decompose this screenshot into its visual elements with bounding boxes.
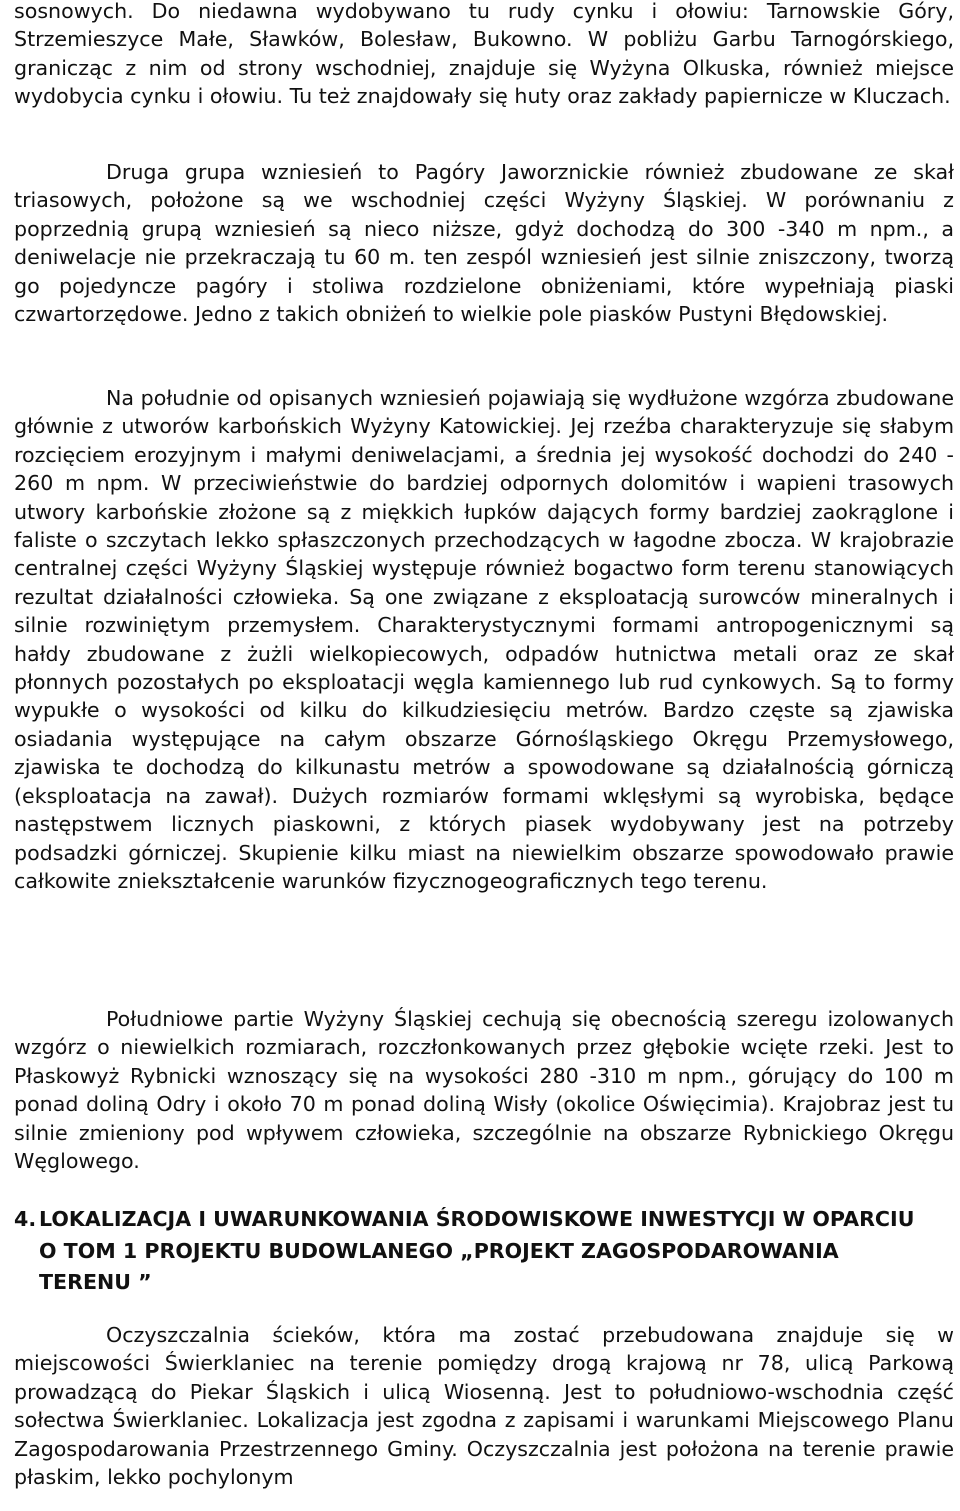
section-title: LOKALIZACJA I UWARUNKOWANIA ŚRODOWISKOWE INWESTYCJI W OPARCIU O TOM 1 PROJEKTU BUDOWLANEGO „PROJEKT ZAGOSPODAROWANIA TERENU ” [39, 1207, 915, 1294]
paragraph-plaskowyz-rybnicki: Południowe partie Wyżyny Śląskiej cechują się obecnością szeregu izolowanych wzgórz o niewielkich rozmiarach, rozczłonkowanych przez głębokie wcięte rzeki. Jest to Płaskowyż Rybnicki wznoszący się na wysokości 280 -310 m npm., górujący do 100 m ponad doliną Odry i około 70 m ponad doliną Wisły (okolice Oświęcimia). Krajobraz jest tu silnie zmieniony pod wpływem człowieka, szczególnie na obszarze Rybnickiego Okręgu Węglowego. [14, 1007, 954, 1174]
paragraph-pagory-jaworznickie: Druga grupa wzniesień to Pagóry Jaworznickie również zbudowane ze skał triasowych, położone są we wschodniej części Wyżyny Śląskiej. W porównaniu z poprzednią grupą wzniesień są nieco niższe, gdyż dochodzą do 300 -340 m npm., a deniwelacje nie przekraczają tu 60 m. ten zespól wzniesień jest silnie zniszczony, tworzą go pojedyncze pagóry i stoliwa rozdzielone obniżeniami, które wypełniają piaski czwartorzędowe. Jedno z takich obniżeń to wielkie pole piasków Pustyni Błędowskiej. [14, 160, 954, 327]
paragraph-oczyszczalnia: Oczyszczalnia ścieków, która ma zostać przebudowana znajduje się w miejscowości Świerklaniec na terenie pomiędzy drogą krajową nr 78, ulicą Parkową prowadzącą do Piekar Śląskich i ulicą Wiosenną. Jest to południowo-wschodnia część sołectwa Świerklaniec. Lokalizacja jest zgodna z zapisami i warunkami Miejscowego Planu Zagospodarowania Przestrzennego Gminy. Oczyszczalnia jest położona na terenie prawie płaskim, lekko pochylonym [14, 1323, 954, 1490]
section-number: 4. [14, 1207, 37, 1231]
section-heading [14, 1204, 954, 1300]
paragraph-continuation: sosnowych. Do niedawna wydobywano tu rudy cynku i ołowiu: Tarnowskie Góry, Strzemieszyce Małe, Sławków, Bolesław, Bukowno. W pobliżu Garbu Tarnogórskiego, granicząc z nim od strony wschodniej, znajduje się Wyżyna Olkuska, również miejsce wydobycia cynku i ołowiu. Tu też znajdowały się huty oraz zakłady papiernicze w Kluczach. [14, 0, 954, 109]
paragraph-wyzyna-katowicka: Na południe od opisanych wzniesień pojawiają się wydłużone wzgórza zbudowane głównie z utworów karbońskich Wyżyny Katowickiej. Jej rzeźba charakteryzuje się słabym rozcięciem erozyjnym i małymi deniwelacjami, a średnia jej wysokość dochodzi do 240 - 260 m npm. W przeciwieństwie do bardziej odpornych dolomitów i wapieni trasowych utwory karbońskie złożone są z miękkich łupków dających formy bardziej zaokrąglone i faliste o szczytach lekko spłaszczonych przechodzących w łagodne zbocza. W krajobrazie centralnej części Wyżyny Śląskiej występuje również bogactwo form terenu stanowiących rezultat działalności człowieka. Są one związane z eksploatacją surowców mineralnych i silnie rozwiniętym przemysłem. Charakterystycznymi formami antropogenicznymi są hałdy zbudowane z żużli wielkopiecowych, odpadów hutnictwa metali oraz ze skał płonnych pozostałych po eksploatacji węgla kamiennego lub rud cynkowych. Są to formy wypukłe o wysokości od kilku do kilkudziesięciu metrów. Bardzo częste są zjawiska osiadania występujące na całym obszarze Górnośląskiego Okręgu Przemysłowego, zjawiska te dochodzą do kilkunastu metrów a spowodowane są działalnością górniczą (eksploatacja na zawał). Dużych rozmiarów formami wklęsłymi są wyrobiska, będące następstwem licznych piaskowni, z których piasek wydobywany jest na potrzeby podsadzki górniczej. Skupienie kilku miast na niewielkim obszarze spowodowało prawie całkowite zniekształcenie warunków fizycznogeograficznych tego terenu. [14, 386, 954, 893]
